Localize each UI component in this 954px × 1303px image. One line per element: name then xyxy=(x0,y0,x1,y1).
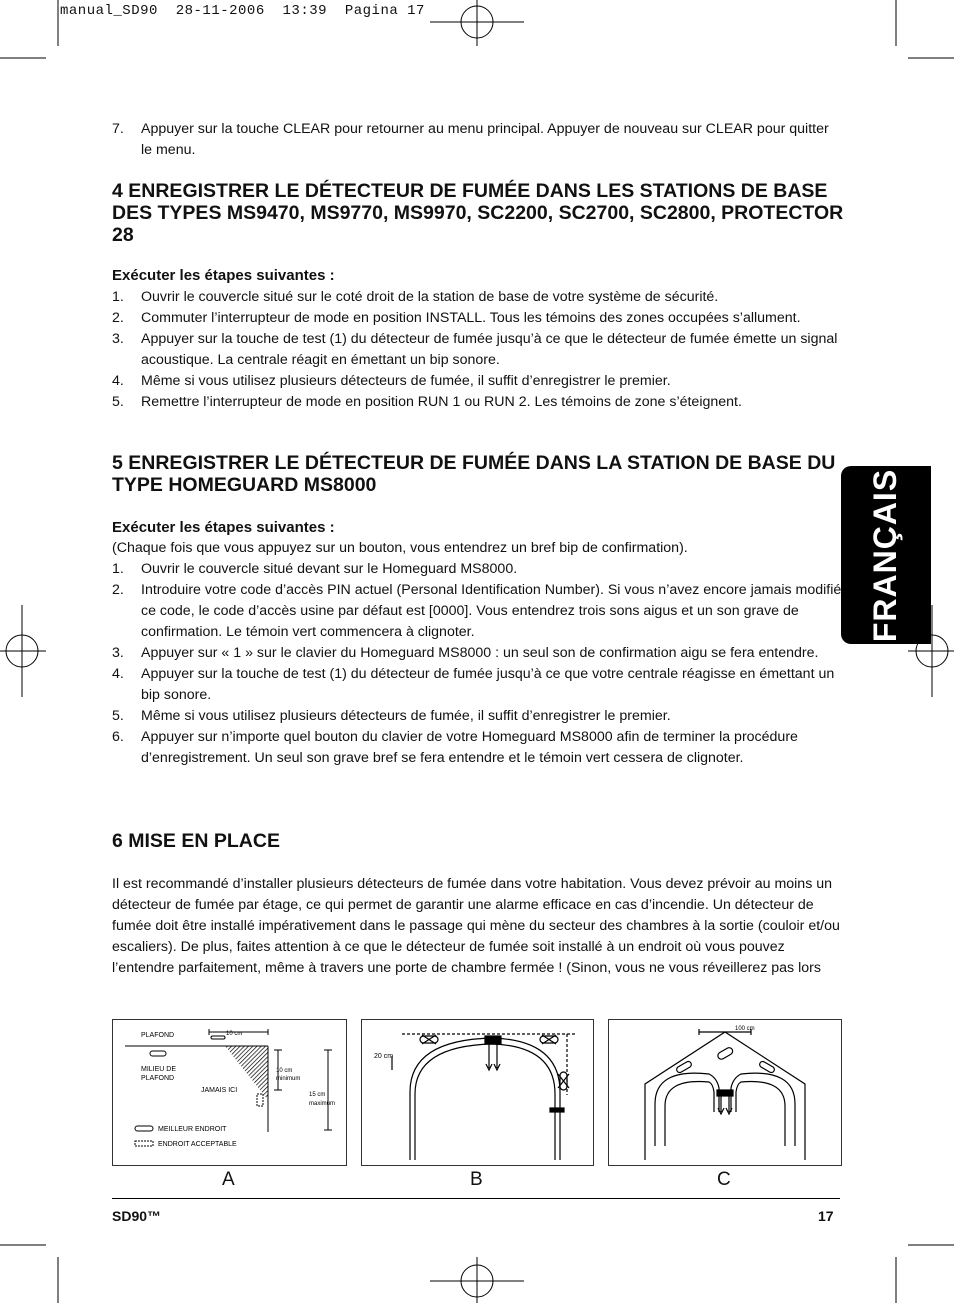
legend-ok-label: ENDROIT ACCEPTABLE xyxy=(158,1141,237,1148)
item-text: Commuter l’interrupteur de mode en position INSTALL. Tous les témoins des zones occupées s’allument. xyxy=(141,310,801,326)
dim-15cm-max-label-1: 15 cm xyxy=(309,1092,326,1098)
footer-divider xyxy=(112,1198,840,1199)
figure-c-letter: C xyxy=(717,1169,731,1190)
item-number: 3. xyxy=(112,645,124,661)
jamais-ici-label: JAMAIS ICI xyxy=(201,1087,238,1094)
figure-a-diagram xyxy=(112,1019,347,1166)
list-item xyxy=(112,559,842,580)
detector-ceiling xyxy=(485,1036,501,1044)
language-tab-label-wrap xyxy=(841,466,931,644)
list-item xyxy=(112,727,842,769)
item-text: Ouvrir le couvercle situé devant sur le Homeguard MS8000. xyxy=(141,561,518,577)
item-text: Introduire votre code d’accès PIN actuel (Personal Identification Number). Si vous n’avez encore jamais modifié ce code, le code d’accès usine par défaut est [0000]. Vous entendrez trois sons aigus et un son grave de confirmation. Le témoin vert commencera à clignoter. xyxy=(141,582,842,640)
list-item xyxy=(112,706,842,727)
item-text: Appuyer sur n’importe quel bouton du clavier de votre Homeguard MS8000 afin de terminer la procédure d’enregistrement. Un seul son grave bref se fera entendre et le témoin vert cessera de clignoter. xyxy=(141,729,798,766)
dim-10cm-min-label-2: minimum xyxy=(276,1076,301,1082)
footer-model: SD90™ xyxy=(112,1208,162,1224)
list-item xyxy=(112,119,842,161)
figure-c-diagram xyxy=(608,1019,842,1166)
list-item xyxy=(112,392,842,413)
dim-100cm-label: 100 cm xyxy=(735,1026,755,1032)
item-number: 2. xyxy=(112,310,124,326)
dim-20cm-label: 20 cm xyxy=(374,1053,394,1060)
list-item xyxy=(112,329,842,371)
language-tab-label: FRANÇAIS xyxy=(867,468,904,642)
list-item xyxy=(112,371,842,392)
figure-a-letter: A xyxy=(222,1169,235,1190)
dim-10cm-min-label-1: 10 cm xyxy=(276,1068,293,1074)
item-number: 4. xyxy=(112,666,124,682)
section-4-subheading: Exécuter les étapes suivantes : xyxy=(112,267,335,284)
footer-page-number: 17 xyxy=(818,1208,834,1224)
item-number: 2. xyxy=(112,582,124,598)
list-item xyxy=(112,308,842,329)
section-6-heading: 6 MISE EN PLACE xyxy=(112,830,280,852)
item-text: Appuyer sur « 1 » sur le clavier du Homeguard MS8000 : un seul son de confirmation aigu se fera entendre. xyxy=(141,645,819,661)
item-text: Ouvrir le couvercle situé sur le coté droit de la station de base de votre système de sécurité. xyxy=(141,289,719,305)
list-item xyxy=(112,580,842,643)
list-item xyxy=(112,643,842,664)
section-4-steps xyxy=(112,287,842,413)
legend-best-label: MEILLEUR ENDROIT xyxy=(158,1126,227,1133)
item-text: Appuyer sur la touche de test (1) du détecteur de fumée jusqu’à ce que votre centrale réagisse en émettant un bip sonore. xyxy=(141,666,835,703)
section-5-steps xyxy=(112,559,842,769)
item-number: 7. xyxy=(112,121,124,137)
section-4-heading: 4 ENREGISTRER LE DÉTECTEUR DE FUMÉE DANS LES STATIONS DE BASE DES TYPES MS9470, MS9770, MS9970, SC2200, SC2700, SC2800, PROTECTOR 28 xyxy=(112,180,844,246)
item-text: Même si vous utilisez plusieurs détecteurs de fumée, il suffit d’enregistrer le premier. xyxy=(141,708,671,724)
list-item xyxy=(112,664,842,706)
intro-list xyxy=(112,119,842,161)
item-number: 1. xyxy=(112,561,124,577)
figure-b-letter: B xyxy=(470,1169,483,1190)
print-slug: manual_SD90 28-11-2006 13:39 Pagina 17 xyxy=(60,3,425,19)
item-number: 5. xyxy=(112,708,124,724)
section-6-paragraph: Il est recommandé d’installer plusieurs détecteurs de fumée dans votre habitation. Vous devez prévoir au moins un détecteur de fumée par étage, ce qui permet de garantir une alarme efficace en cas d’incendie. Un détecteur de fumée doit être installé impérativement dans le passage qui mène du secteur des chambres à la sortie (couloir et/ou escaliers). De plus, faites attention à ce que le détecteur de fumée soit installé à un endroit où vous pouvez l’entendre parfaitement, même à travers une porte de chambre fermée ! (Sinon, vous ne vous réveillerez pas lors xyxy=(112,876,840,976)
item-text: Même si vous utilisez plusieurs détecteurs de fumée, il suffit d’enregistrer le premier. xyxy=(141,373,671,389)
milieu-label-1: MILIEU DE xyxy=(141,1066,177,1073)
milieu-label-2: PLAFOND xyxy=(141,1075,175,1082)
section-5-note: (Chaque fois que vous appuyez sur un bouton, vous entendrez un bref bip de confirmation). xyxy=(112,540,688,556)
section-5-subheading: Exécuter les étapes suivantes : xyxy=(112,519,335,536)
item-number: 3. xyxy=(112,331,124,347)
item-number: 4. xyxy=(112,373,124,389)
item-number: 5. xyxy=(112,394,124,410)
item-text: Appuyer sur la touche de test (1) du détecteur de fumée jusqu’à ce que le détecteur de fumée émette un signal acoustique. La centrale réagit en émettant un bip sonore. xyxy=(141,331,838,368)
item-number: 6. xyxy=(112,729,124,745)
list-item xyxy=(112,287,842,308)
item-number: 1. xyxy=(112,289,124,305)
dim-15cm-max-label-2: maximum xyxy=(309,1101,336,1107)
dim-10cm-label: 10 cm xyxy=(226,1031,243,1037)
section-5-heading: 5 ENREGISTRER LE DÉTECTEUR DE FUMÉE DANS LA STATION DE BASE DU TYPE HOMEGUARD MS8000 xyxy=(112,452,836,496)
item-text: Remettre l’interrupteur de mode en position RUN 1 ou RUN 2. Les témoins de zone s’éteignent. xyxy=(141,394,742,410)
figure-b-diagram xyxy=(361,1019,594,1166)
item-text: Appuyer sur la touche CLEAR pour retourner au menu principal. Appuyer de nouveau sur CLEAR pour quitter le menu. xyxy=(141,121,829,158)
plafond-label: PLAFOND xyxy=(141,1032,175,1039)
